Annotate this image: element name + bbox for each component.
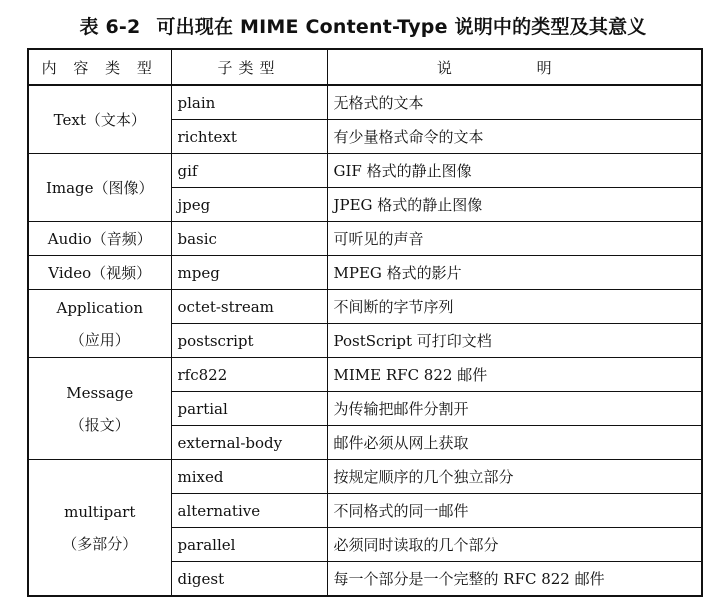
content-type-label: Image（图像）: [45, 178, 154, 197]
subtype-cell: parallel: [171, 528, 327, 562]
description-cell: MIME RFC 822 邮件: [327, 358, 702, 392]
content-type-label: Video（视频）: [48, 263, 152, 282]
table-row: [28, 85, 702, 120]
subtype-cell: rfc822: [171, 358, 327, 392]
subtype-cell: digest: [171, 562, 327, 597]
content-type-label: （应用）: [69, 330, 130, 349]
description-cell: 邮件必须从网上获取: [327, 426, 702, 460]
content-type-label: Message: [66, 383, 134, 402]
description-cell: JPEG 格式的静止图像: [327, 188, 702, 222]
header-description: 说 明: [327, 49, 702, 85]
content-type-label: Text（文本）: [53, 110, 146, 129]
subtype-cell: plain: [171, 85, 327, 120]
table-row: [28, 256, 702, 290]
table-number: 表 6-2: [79, 16, 141, 38]
header-subtype: 子类型: [171, 49, 327, 85]
description-cell: 可听见的声音: [327, 222, 702, 256]
description-cell: GIF 格式的静止图像: [327, 154, 702, 188]
header-content-type: 内 容 类 型: [28, 49, 171, 85]
content-type-cell: [28, 358, 171, 460]
description-cell: MPEG 格式的影片: [327, 256, 702, 290]
subtype-cell: gif: [171, 154, 327, 188]
subtype-cell: richtext: [171, 120, 327, 154]
content-type-label: Audio（音频）: [47, 229, 152, 248]
content-type-label: （报文）: [69, 415, 130, 434]
subtype-cell: jpeg: [171, 188, 327, 222]
mime-content-type-table: [27, 48, 703, 597]
subtype-cell: mpeg: [171, 256, 327, 290]
description-cell: 无格式的文本: [327, 85, 702, 120]
subtype-cell: mixed: [171, 460, 327, 494]
subtype-cell: alternative: [171, 494, 327, 528]
content-type-cell: [28, 290, 171, 358]
table-row: [28, 222, 702, 256]
description-cell: 每一个部分是一个完整的 RFC 822 邮件: [327, 562, 702, 597]
subtype-cell: external-body: [171, 426, 327, 460]
description-cell: 不间断的字节序列: [327, 290, 702, 324]
content-type-label: multipart: [64, 502, 136, 521]
description-cell: 必须同时读取的几个部分: [327, 528, 702, 562]
description-cell: 为传输把邮件分割开: [327, 392, 702, 426]
content-type-label: （多部分）: [62, 534, 138, 553]
content-type-cell: [28, 256, 171, 290]
table-row: [28, 460, 702, 494]
subtype-cell: partial: [171, 392, 327, 426]
subtype-cell: basic: [171, 222, 327, 256]
description-cell: 不同格式的同一邮件: [327, 494, 702, 528]
description-cell: 按规定顺序的几个独立部分: [327, 460, 702, 494]
table-caption: [0, 12, 726, 39]
content-type-cell: [28, 154, 171, 222]
subtype-cell: octet-stream: [171, 290, 327, 324]
table-row: [28, 358, 702, 392]
table-body: [28, 85, 702, 596]
content-type-cell: [28, 460, 171, 597]
table-title: 可出现在 MIME Content-Type 说明中的类型及其意义: [156, 16, 647, 38]
table-row: [28, 290, 702, 324]
content-type-cell: [28, 222, 171, 256]
subtype-cell: postscript: [171, 324, 327, 358]
description-cell: PostScript 可打印文档: [327, 324, 702, 358]
content-type-label: Application: [56, 298, 143, 317]
description-cell: 有少量格式命令的文本: [327, 120, 702, 154]
table-row: [28, 154, 702, 188]
header-row: [28, 49, 702, 85]
content-type-cell: [28, 85, 171, 154]
